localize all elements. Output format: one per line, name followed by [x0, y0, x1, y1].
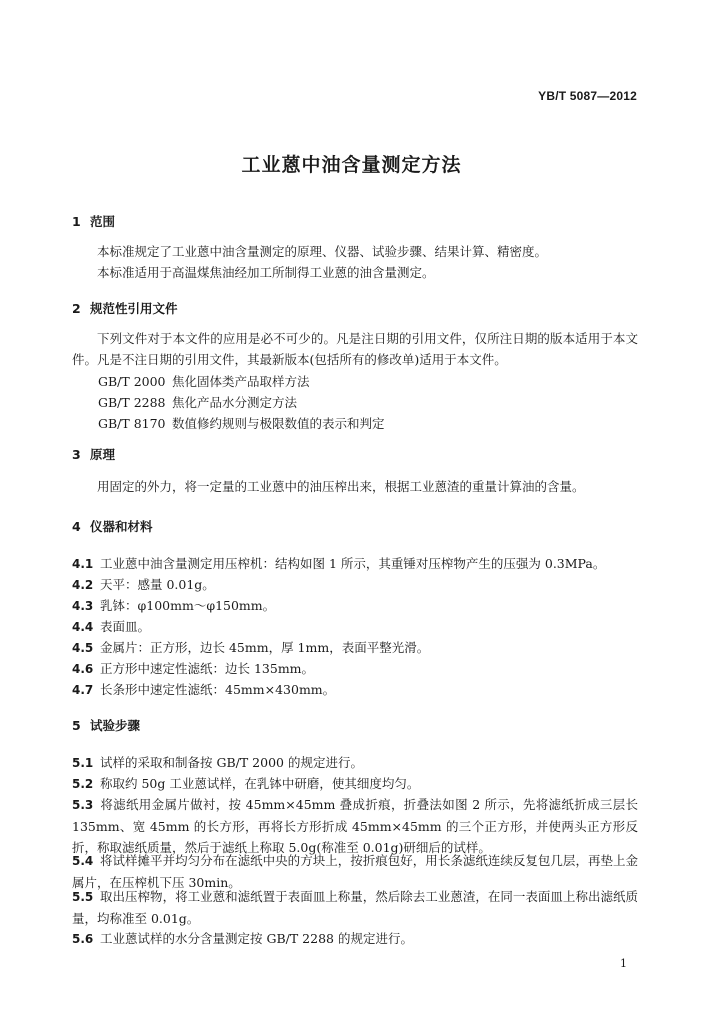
list-item — [72, 928, 638, 950]
reference-code: GB/T 8170 — [98, 416, 166, 431]
list-item — [72, 752, 638, 774]
reference-item — [98, 393, 297, 411]
list-item — [72, 773, 638, 795]
section-number: 1 — [72, 214, 81, 229]
item-text: 称取约 50g 工业蒽试样，在乳钵中研磨，使其细度均匀。 — [100, 776, 420, 791]
page-number: 1 — [620, 957, 627, 970]
item-number: 4.2 — [72, 578, 94, 592]
paragraph: 用固定的外力，将一定量的工业蒽中的油压榨出来，根据工业蒽渣的重量计算油的含量。 — [97, 479, 585, 494]
list-item — [72, 637, 638, 659]
item-number: 5.2 — [72, 777, 94, 791]
item-text: 表面皿。 — [100, 619, 151, 634]
item-text: 试样的采取和制备按 GB/T 2000 的规定进行。 — [100, 755, 363, 770]
section-5-heading — [72, 716, 140, 734]
section-title: 原理 — [90, 447, 116, 462]
section-number: 4 — [72, 519, 81, 534]
item-number: 4.4 — [72, 620, 94, 634]
item-number: 4.1 — [72, 557, 94, 571]
standard-code: YB/T 5087—2012 — [538, 89, 637, 103]
reference-item — [98, 414, 385, 432]
item-text: 取出压榨物，将工业蒽和滤纸置于表面皿上称量，然后除去工业蒽渣，在同一表面皿上称出滤纸质量，均称准至 0.01g。 — [72, 889, 638, 926]
item-text: 天平：感量 0.01g。 — [100, 577, 215, 592]
list-item — [72, 595, 638, 617]
item-text: 工业蒽试样的水分含量测定按 GB/T 2288 的规定进行。 — [100, 931, 413, 946]
list-item — [72, 574, 638, 596]
item-number: 5.6 — [72, 932, 94, 946]
section-number: 3 — [72, 447, 81, 462]
list-item — [72, 658, 638, 680]
section-4-heading — [72, 517, 153, 535]
item-text: 将滤纸用金属片做衬，按 45mm×45mm 叠成折痕，折叠法如图 2 所示，先将滤纸折成三层长 135mm、宽 45mm 的长方形，再将长方形折成 45mm×45mm 的三个正方形，并使两头正方形反折，称取滤纸质量，然后于滤纸上称取 5.0g(称准至 0.01g)研细后的试样。 — [72, 797, 638, 855]
item-text: 工业蒽中油含量测定用压榨机：结构如图 1 所示，其重锤对压榨物产生的压强为 0.3MPa。 — [100, 556, 606, 571]
item-number: 5.1 — [72, 756, 94, 770]
list-item — [72, 794, 638, 858]
section-1-heading — [72, 212, 115, 230]
item-number: 5.4 — [72, 854, 94, 868]
list-item — [72, 553, 638, 575]
list-item — [72, 886, 638, 929]
section-number: 5 — [72, 718, 81, 733]
paragraph: 下列文件对于本文件的应用是必不可少的。凡是注日期的引用文件，仅所注日期的版本适用于本文件。凡是不注日期的引用文件，其最新版本(包括所有的修改单)适用于本文件。 — [72, 331, 638, 367]
section-title: 试验步骤 — [90, 718, 141, 733]
reference-name: 焦化固体类产品取样方法 — [172, 374, 310, 389]
item-text: 金属片：正方形，边长 45mm，厚 1mm，表面平整光滑。 — [100, 640, 430, 655]
list-item — [72, 616, 638, 638]
item-number: 4.5 — [72, 641, 94, 655]
item-number: 4.3 — [72, 599, 94, 613]
section-title: 仪器和材料 — [90, 519, 153, 534]
section-number: 2 — [72, 301, 81, 316]
reference-code: GB/T 2288 — [98, 395, 166, 410]
section-title: 范围 — [90, 214, 116, 229]
paragraph: 本标准适用于高温煤焦油经加工所制得工业蒽的油含量测定。 — [97, 265, 435, 280]
item-number: 5.5 — [72, 890, 94, 904]
section-2-heading — [72, 299, 178, 317]
item-text: 乳钵：φ100mm～φ150mm。 — [100, 598, 276, 613]
item-text: 正方形中速定性滤纸：边长 135mm。 — [100, 661, 315, 676]
item-text: 将试样摊平并均匀分布在滤纸中央的方块上，按折痕包好，用长条滤纸连续反复包几层，再垫上金属片，在压榨机下压 30min。 — [72, 853, 638, 890]
paragraph: 本标准规定了工业蒽中油含量测定的原理、仪器、试验步骤、结果计算、精密度。 — [97, 244, 548, 259]
section-title: 规范性引用文件 — [90, 301, 178, 316]
reference-code: GB/T 2000 — [98, 374, 166, 389]
item-number: 5.3 — [72, 798, 94, 812]
section-3-heading — [72, 445, 115, 463]
reference-item — [98, 372, 310, 390]
reference-name: 数值修约规则与极限数值的表示和判定 — [172, 416, 385, 431]
item-text: 长条形中速定性滤纸：45mm×430mm。 — [100, 682, 336, 697]
item-number: 4.7 — [72, 683, 94, 697]
list-item — [72, 679, 638, 701]
reference-name: 焦化产品水分测定方法 — [172, 395, 298, 410]
item-number: 4.6 — [72, 662, 94, 676]
document-title: 工业蒽中油含量测定方法 — [241, 154, 462, 176]
